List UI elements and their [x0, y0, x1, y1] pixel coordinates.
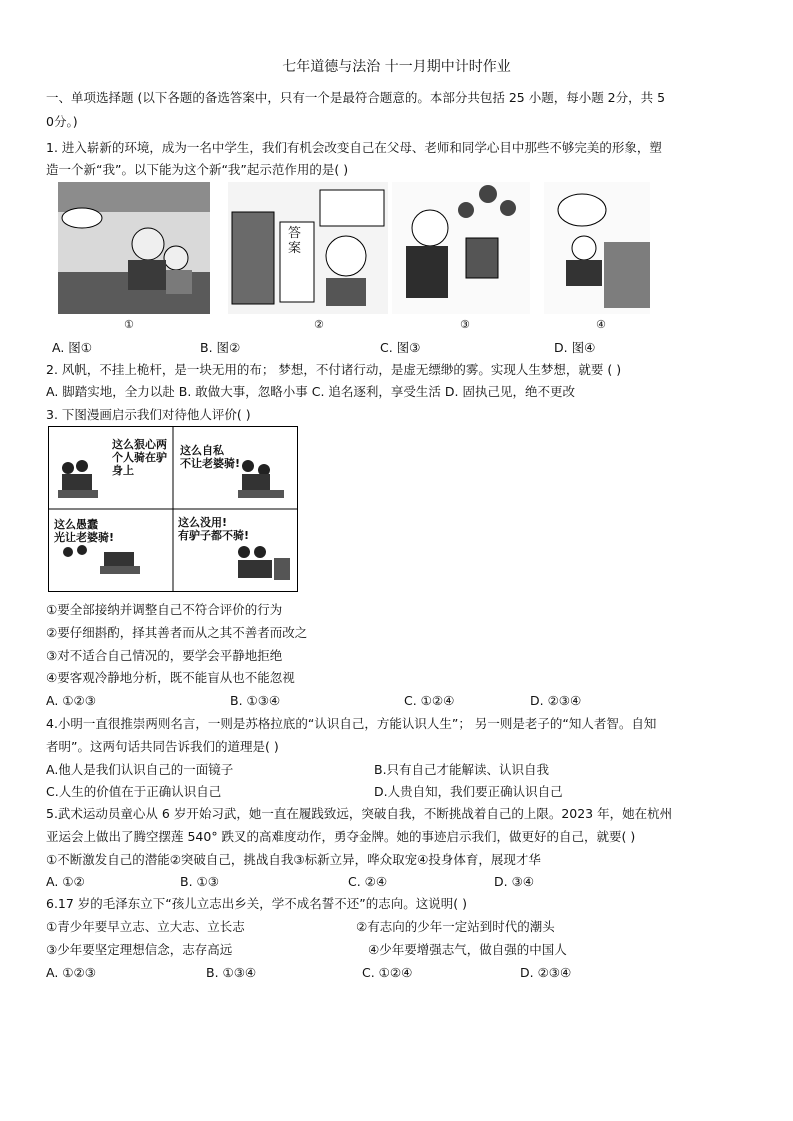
q1-figure-2-label: ②	[314, 318, 324, 331]
q3-option-a: A. ①②③	[46, 693, 96, 708]
q3-item-2: ②要仔细斟酌，择其善者而从之其不善者而改之	[46, 625, 308, 640]
q2-stem: 2. 风帆，不挂上桅杆，是一块无用的布； 梦想，不付诸行动，是虚无缥缈的雾。实现人生梦想，就要 ( )	[46, 362, 622, 377]
q1-figure-4	[544, 182, 650, 314]
q5-option-b: B. ①③	[180, 874, 219, 889]
q1-stem-line2: 造一个新“我”。以下能为这个新“我”起示范作用的是( )	[46, 162, 349, 177]
q6-option-d: D. ②③④	[520, 965, 572, 980]
q4-option-d: D.人贵自知，我们要正确认识自己	[374, 784, 563, 799]
section-instruction-line2: 0分。)	[46, 114, 78, 129]
q4-option-c: C.人生的价值在于正确认识自己	[46, 784, 222, 799]
q6-item-3: ③少年要坚定理想信念，志存高远	[46, 942, 233, 957]
q6-option-a: A. ①②③	[46, 965, 96, 980]
q4-option-a: A.他人是我们认识自己的一面镜子	[46, 762, 234, 777]
q5-option-a: A. ①②	[46, 874, 85, 889]
q3-item-1: ①要全部接纳并调整自己不符合评价的行为	[46, 602, 283, 617]
q1-option-a: A. 图①	[52, 340, 92, 355]
q3-option-b: B. ①③④	[230, 693, 281, 708]
q5-option-c: C. ②④	[348, 874, 388, 889]
q4-option-b: B.只有自己才能解读、认识自我	[374, 762, 550, 777]
q3-item-3: ③对不适合自己情况的，要学会平静地拒绝	[46, 648, 283, 663]
q1-option-d: D. 图④	[554, 340, 596, 355]
q1-figure-3-label: ③	[460, 318, 470, 331]
q5-option-d: D. ③④	[494, 874, 534, 889]
q5-stem-line2: 亚运会上做出了腾空摆莲 540° 跌叉的高难度动作，勇夺金牌。她的事迹启示我们，做更好的自己，就要( )	[46, 829, 636, 844]
q3-comic	[48, 426, 298, 592]
q1-figure-1	[58, 182, 210, 314]
q3-panel-3-text: 这么愚蠢 光让老婆骑!	[54, 518, 115, 544]
q1-figure-4-label: ④	[596, 318, 606, 331]
q6-item-2: ②有志向的少年一定站到时代的潮头	[356, 919, 555, 934]
q1-figure-1-label: ①	[124, 318, 134, 331]
q6-stem: 6.17 岁的毛泽东立下“孩儿立志出乡关，学不成名誓不还”的志向。这说明( )	[46, 896, 467, 911]
q6-item-1: ①青少年要早立志、立大志、立长志	[46, 919, 245, 934]
q1-option-c: C. 图③	[380, 340, 421, 355]
q3-stem: 3. 下图漫画启示我们对待他人评价( )	[46, 407, 251, 422]
q2-options: A. 脚踏实地，全力以赴 B. 敢做大事，忽略小事 C. 追名逐利，享受生活 D. 固执己见，绝不更改	[46, 384, 575, 399]
q1-option-b: B. 图②	[200, 340, 241, 355]
q5-stem-line1: 5.武术运动员童心从 6 岁开始习武，她一直在履践致远，突破自我，不断挑战着自己的上限。2023 年，她在杭州	[46, 806, 673, 821]
q3-option-c: C. ①②④	[404, 693, 455, 708]
q4-stem-line2: 者明”。这两句话共同告诉我们的道理是( )	[46, 739, 279, 754]
q6-option-b: B. ①③④	[206, 965, 257, 980]
q3-panel-1-text: 这么狠心两 个人骑在驴 身上	[112, 438, 167, 477]
q6-item-4: ④少年要增强志气，做自强的中国人	[368, 942, 567, 957]
page-title: 七年道德与法治 十一月期中计时作业	[282, 59, 511, 75]
q3-panel-2-text: 这么自私 不让老婆骑!	[180, 444, 241, 470]
q6-option-c: C. ①②④	[362, 965, 413, 980]
q1-figure-3	[392, 182, 530, 314]
q5-items: ①不断激发自己的潜能②突破自己，挑战自我③标新立异，哗众取宠④投身体育，展现才华	[46, 852, 541, 867]
q4-stem-line1: 4.小明一直很推崇两则名言，一则是苏格拉底的“认识自己，方能认识人生”； 另一则是老子的“知人者智。自知	[46, 716, 657, 731]
q1-figure-2-bubble: 答案	[288, 226, 302, 256]
q3-panel-4-text: 这么没用! 有驴子都不骑!	[178, 516, 250, 542]
q3-item-4: ④要客观冷静地分析，既不能盲从也不能忽视	[46, 670, 295, 685]
q3-option-d: D. ②③④	[530, 693, 582, 708]
section-instruction-line1: 一、单项选择题 (以下各题的备选答案中，只有一个是最符合题意的。本部分共包括 25 小题，每小题 2分，共 5	[46, 90, 666, 105]
q1-stem-line1: 1. 进入崭新的环境，成为一名中学生，我们有机会改变自己在父母、老师和同学心目中那些不够完美的形象，塑	[46, 140, 662, 155]
